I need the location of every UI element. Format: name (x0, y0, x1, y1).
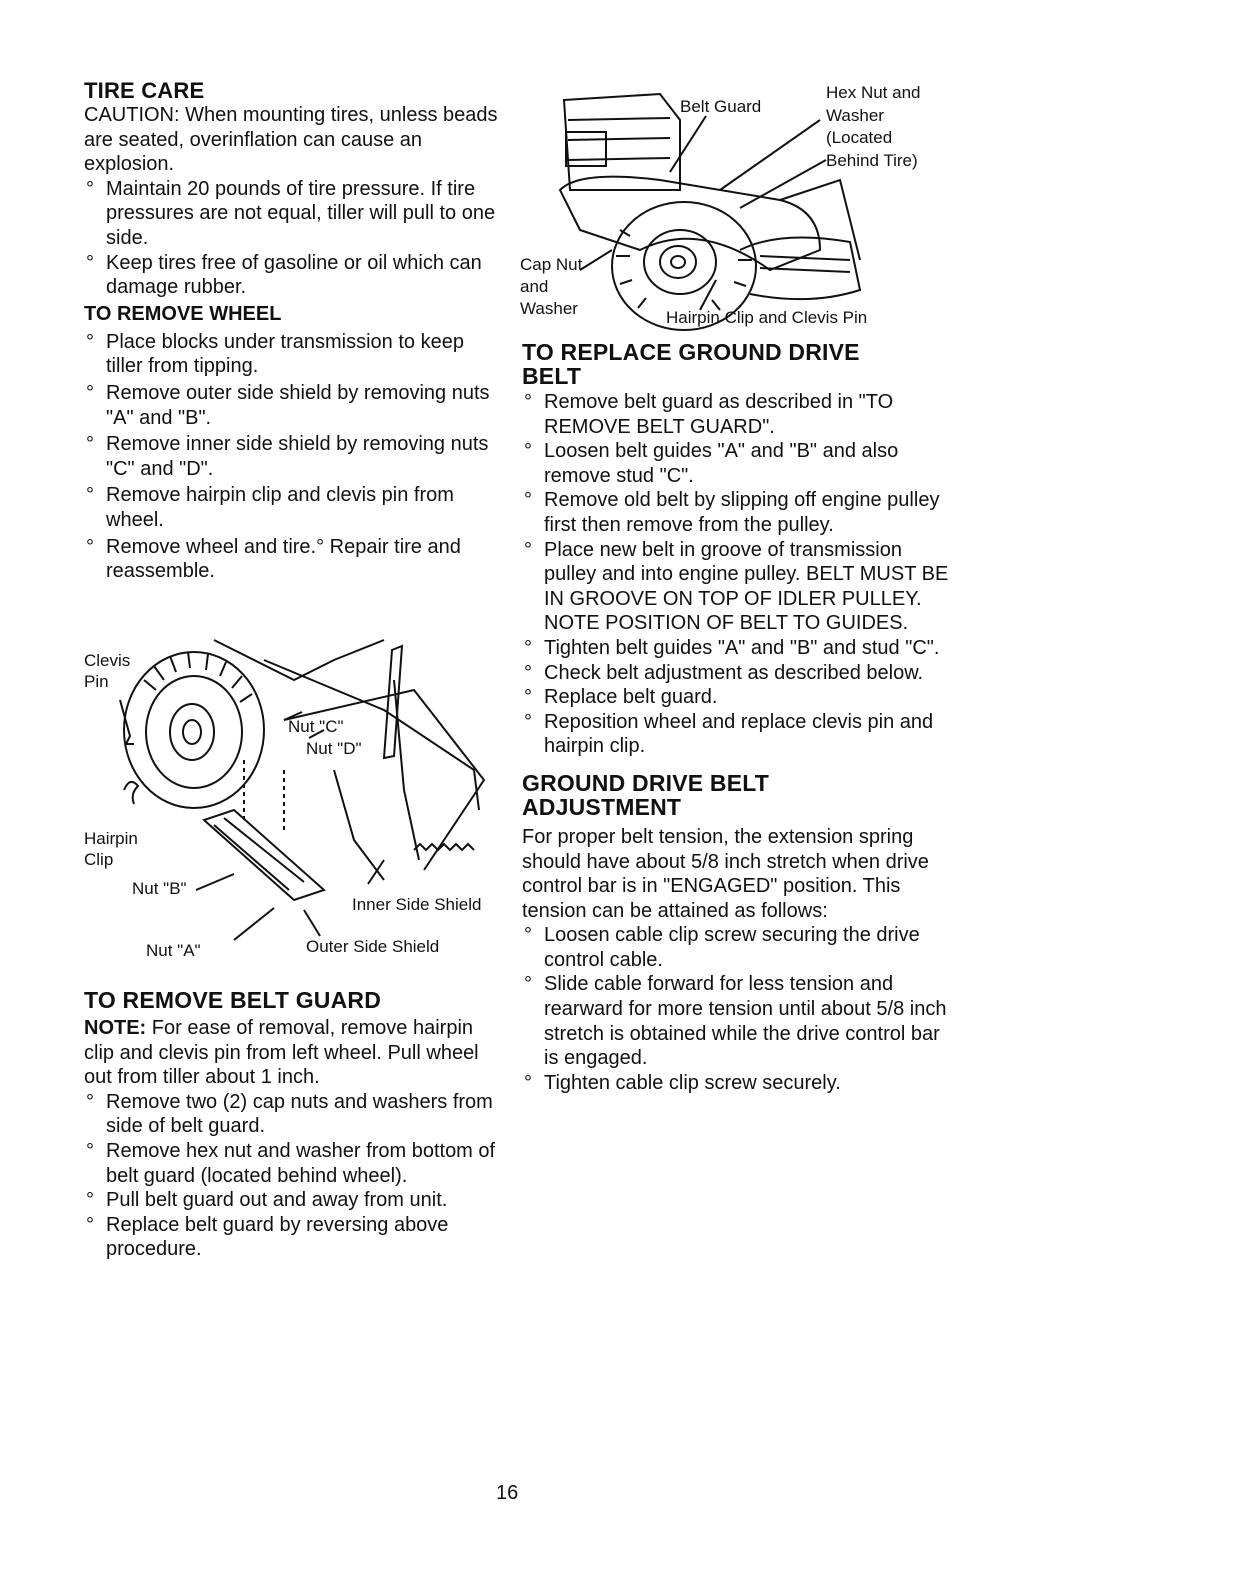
tire-care-caution: CAUTION: When mounting tires, unless beads are seated, overinflation can cause an explosion. (84, 104, 498, 176)
right-column (522, 340, 952, 1095)
list-item: ° Keep tires free of gasoline or oil which can damage rubber. (84, 251, 504, 300)
list-item: ° Pull belt guard out and away from unit. (84, 1188, 504, 1213)
label-hairpin-clevis: Hairpin Clip and Clevis Pin (666, 308, 868, 327)
label-outer-side-shield: Outer Side Shield (306, 937, 440, 956)
list-item: ° Maintain 20 pounds of tire pressure. If tire pressures are not equal, tiller will pull to one side. (84, 177, 504, 251)
label-cap-nut: Cap Nut and Washer (520, 255, 583, 318)
left-column (84, 78, 504, 586)
remove-belt-guard-heading: TO REMOVE BELT GUARD (84, 987, 382, 1013)
label-nut-b: Nut "B" (132, 879, 187, 898)
note-label: NOTE: (84, 1017, 147, 1039)
label-hairpin-clip: Hairpin Clip (84, 829, 138, 869)
page-number: 16 (496, 1482, 519, 1504)
note-text: For ease of removal, remove hairpin clip and clevis pin from left wheel. Pull wheel out from tiller about 1 inch. (84, 1017, 479, 1089)
list-item: ° Place blocks under transmission to keep tiller from tipping. (84, 330, 504, 379)
list-item: ° Slide cable forward for less tension and rearward for more tension until about 5/8 inch stretch is obtained while the drive control bar is engaged. (522, 972, 952, 1070)
list-item: ° Replace belt guard by reversing above procedure. (84, 1213, 504, 1262)
list-item: ° Loosen belt guides "A" and "B" and also remove stud "C". (522, 439, 952, 488)
label-nut-d: Nut "D" (306, 739, 362, 758)
wheel-shield-figure (84, 620, 504, 970)
list-item: ° Remove inner side shield by removing nuts "C" and "D". (84, 432, 504, 481)
remove-wheel-heading: TO REMOVE WHEEL (84, 302, 282, 325)
list-item: ° Tighten cable clip screw securely. (522, 1071, 952, 1096)
list-item: ° Remove hex nut and washer from bottom of belt guard (located behind wheel). (84, 1139, 504, 1188)
list-item: ° Tighten belt guides "A" and "B" and stud "C". (522, 636, 952, 661)
belt-guard-note (84, 1016, 504, 1090)
list-item: ° Place new belt in groove of transmission pulley and into engine pulley. BELT MUST BE IN GROOVE ON TOP OF IDLER PULLEY. NOTE POSITION OF BELT TO GUIDES. (522, 538, 952, 636)
belt-guard-figure (520, 80, 950, 338)
label-inner-side-shield: Inner Side Shield (352, 895, 482, 914)
tire-care-heading: TIRE CARE (84, 78, 205, 103)
list-item: ° Remove two (2) cap nuts and washers from side of belt guard. (84, 1090, 504, 1139)
list-item: ° Reposition wheel and replace clevis pin and hairpin clip. (522, 710, 952, 759)
adjustment-intro: For proper belt tension, the extension spring should have about 5/8 inch stretch when drive control bar is in "ENGAGED" position. This tension can be attained as follows: (522, 825, 929, 922)
list-item: ° Remove wheel and tire.° Repair tire and reassemble. (84, 535, 504, 584)
list-item: ° Remove old belt by slipping off engine pulley first then remove from the pulley. (522, 488, 952, 537)
adjustment-list (522, 923, 952, 1095)
list-item: ° Loosen cable clip screw securing the drive control cable. (522, 923, 952, 972)
adjustment-heading: GROUND DRIVE BELT ADJUSTMENT (522, 769, 770, 820)
label-clevis-pin: Clevis Pin (84, 651, 131, 691)
replace-belt-heading: TO REPLACE GROUND DRIVE BELT (522, 339, 860, 389)
list-item: ° Check belt adjustment as described below. (522, 661, 952, 686)
replace-belt-list (522, 390, 952, 759)
remove-wheel-list (84, 330, 504, 584)
tire-care-list (84, 177, 504, 300)
label-hex-nut: Hex Nut and Washer (Located Behind Tire) (826, 83, 921, 170)
belt-guard-section (84, 988, 504, 1262)
list-item: ° Remove outer side shield by removing nuts "A" and "B". (84, 381, 504, 430)
list-item: ° Remove belt guard as described in "TO REMOVE BELT GUARD". (522, 390, 952, 439)
label-belt-guard: Belt Guard (680, 97, 762, 116)
remove-belt-guard-list (84, 1090, 504, 1262)
label-nut-c: Nut "C" (288, 717, 344, 736)
list-item: ° Replace belt guard. (522, 685, 952, 710)
label-nut-a: Nut "A" (146, 941, 201, 960)
list-item: ° Remove hairpin clip and clevis pin from wheel. (84, 483, 504, 532)
